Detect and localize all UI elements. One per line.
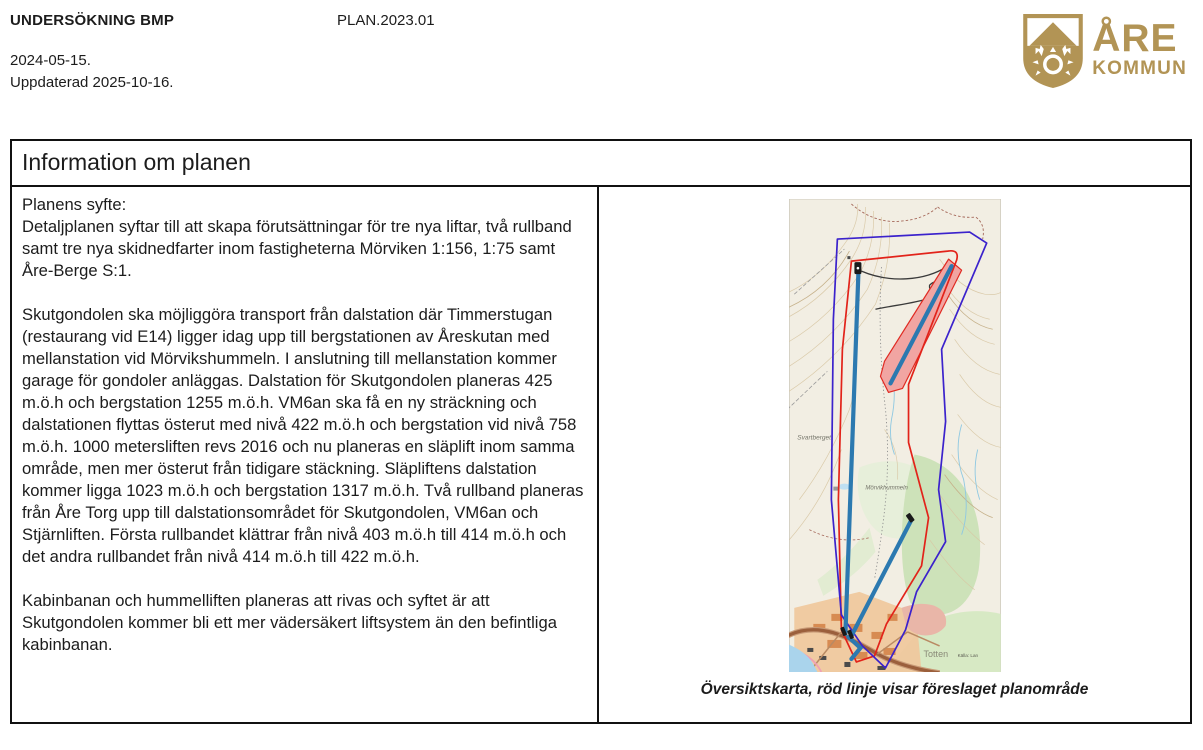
map-label-source: Källa: Lan (957, 652, 978, 658)
doc-updated-date: Uppdaterad 2025-10-16. (10, 74, 174, 91)
purpose-paragraph-3: Kabinbanan och hummelliften planeras att rivas och syftet är att Skutgondolen kommer bli ett mer vädersäkert liftsystem än den befintliga kabinbanan. (22, 591, 557, 654)
logo-sub: KOMMUN (1092, 57, 1187, 79)
doc-date: 2024-05-15. (10, 52, 91, 69)
purpose-paragraph-1 (22, 194, 589, 282)
map-caption: Översiktskarta, röd linje visar föreslaget planområde (700, 681, 1089, 698)
box-body (12, 187, 1190, 722)
header-dates (10, 50, 173, 94)
map-image (789, 199, 1001, 672)
map-label-totten: Totten (923, 648, 948, 659)
map-label-svartberget: Svartberget (796, 434, 831, 442)
map-cell (599, 187, 1190, 722)
plan-purpose-text (12, 187, 599, 722)
purpose-label: Planens syfte: (22, 195, 127, 214)
overview-map (789, 199, 1001, 672)
logo-wordmark (1092, 17, 1187, 79)
map-label-morvikhummeln: Mörvikhummeln (864, 485, 908, 492)
plan-id: PLAN.2023.01 (337, 12, 435, 29)
purpose-body-1: Detaljplanen syftar till att skapa förutsättningar för tre nya liftar, två rullband samt tre nya skidnedfarter inom fastigheterna Mörviken 1:156, 1:75 samt Åre-Berge S:1. (22, 217, 572, 280)
shield-icon (1021, 13, 1085, 89)
box-title: Information om planen (12, 141, 1190, 187)
purpose-paragraph-2: Skutgondolen ska möjliggöra transport från dalstation där Timmerstugan (restaurang vid E14) ligger idag upp till bergstationen av Åreskutan med mellanstation vid Mörvikshummeln. I anslutning till mellanstation kommer garage för gondoler anläggas. Dalstation för Skutgondolen planeras 425 m.ö.h och bergstation 1255 m.ö.h. VM6an ska få en ny sträckning och dalstationen flyttas österut med nivå 422 m.ö.h och bergstation vid nivå 758 m.ö.h. 1000 metersliften revs 2016 och nu planeras en släplift inom samma område, men mer österut från tidigare stäckning. Släpliftens dalstation kommer ligga 1023 m.ö.h och bergstation 1317 m.ö.h. Två rullband planeras från Åre Torg upp till dalstationsområdet för Skutgondolen, VM6an och Stjärnliften. Första rullbandet klättrar från nivå 403 m.ö.h till 414 m.ö.h och det andra rullbandet från nivå 414 m.ö.h till 422 m.ö.h. (22, 305, 584, 566)
logo-name: ÅRE (1092, 17, 1178, 61)
information-box (10, 139, 1192, 724)
header-row (10, 12, 435, 29)
doc-type-title: UNDERSÖKNING BMP (10, 12, 175, 29)
are-kommun-logo (1021, 13, 1187, 89)
